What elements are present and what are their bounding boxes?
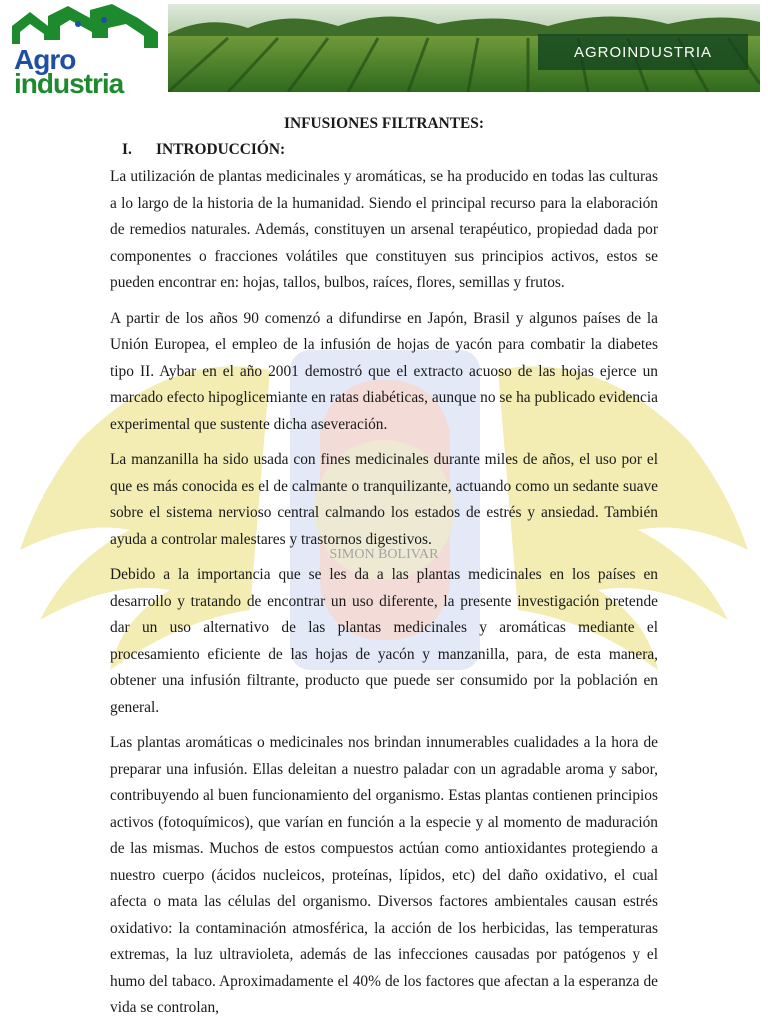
section-number: I. [122,141,132,158]
logo-text-industria: industria [14,68,124,99]
paragraph: La utilización de plantas medicinales y aromáticas, se ha producido en todas las culturas a lo largo de la historia de la humanidad. Siendo el principal recurso para la elaboración de remedios naturales. Además, constituyen un arsenal terapéutico, propiedad dada por componentes o fracciones volátiles que constituyen sus principios activos, estos se pueden encontrar en: hojas, tallos, bulbos, raíces, flores, semillas y frutos. [110,168,658,291]
page-header [0,0,768,100]
paragraph: Las plantas aromáticas o medicinales nos brindan innumerables cualidades a la hora de preparar una infusión. Ellas deleitan a nuestro paladar con un agradable aroma y sabor, contribuyendo al buen funcionamiento del organismo. Estas plantas contienen principios activos (fotoquímicos), que varían en función a la especie y al momento de maduración de las mismas. Muchos de estos compuestos actúan como antioxidantes protegiendo a nuestro cuerpo (ácidos nucleicos, proteínas, lípidos, etc) del daño oxidativo, el cual afecta o mata las células del organismo. Diversos factores ambientales causan estrés oxidativo: la contaminación atmosférica, la acción de los herbicidas, las temperaturas extremas, la luz ultravioleta, además de las infecciones causadas por patógenos y el humo del tabaco. Aproximadamente el 40% de los factores que afectan a la esperanza de vida se controlan, [110,734,658,1016]
paragraph: La manzanilla ha sido usada con fines medicinales durante miles de años, el uso por el que es más conocida es el de calmante o tranquilizante, actuando como un sedante suave sobre el sistema nervioso central calmando los estados de estrés y ansiedad. También ayuda a controlar malestares y trastornos digestivos. [110,451,658,548]
document-body [110,112,658,1031]
agroindustria-logo [8,4,160,99]
logo-text-agro: Agro [14,44,76,75]
paragraph: A partir de los años 90 comenzó a difundirse en Japón, Brasil y algunos países de la Unión Europea, el empleo de la infusión de hojas de yacón para combatir la diabetes tipo II. Aybar en el año 2001 demostró que el extracto acuoso de las hojas ejerce un marcado efecto hipoglicemiante en ratas diabéticas, aunque no se ha publicado evidencia experimental que sustente dicha aseveración. [110,309,658,433]
crop-field-banner [168,4,760,92]
banner-label: AGROINDUSTRIA [538,34,748,70]
seal-text: SIMON BOLIVAR [329,547,439,562]
section-heading [122,138,658,162]
section-title: INTRODUCCIÓN: [156,141,286,158]
paragraph: Debido a la importancia que se les da a las plantas medicinales en los países en desarrollo y tratando de encontrar un uso diferente, la presente investigación pretende dar un uso alternativo de las plantas medicinales y aromáticas mediante el procesamiento eficiente de las hojas de yacón y manzanilla, para, de esta manera, obtener una infusión filtrante, producto que puede ser consumido por la población en general. [110,566,658,716]
document-title: INFUSIONES FILTRANTES: [284,115,484,132]
